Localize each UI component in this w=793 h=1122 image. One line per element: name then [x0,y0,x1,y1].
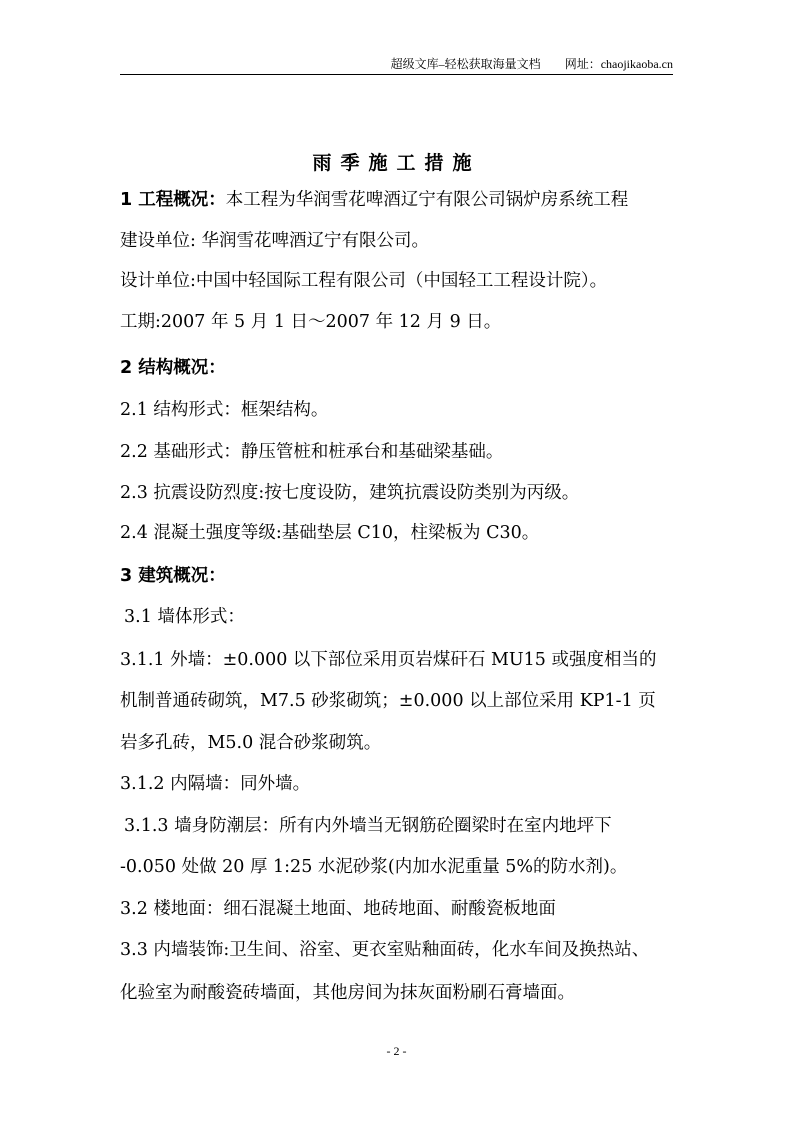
section-heading: 1 工程概况： [120,190,226,210]
section-heading: 2 结构概况： [120,358,226,378]
paragraph-line: 3.1.2 内隔墙：同外墙。 [120,774,311,794]
paragraph-line: 2.3 抗震设防烈度:按七度设防，建筑抗震设防类别为丙级。 [120,483,580,503]
paragraph-line: 工期:2007 年 5 月 1 日～2007 年 12 月 9 日。 [120,312,502,332]
paragraph-line: 2.4 混凝土强度等级:基础垫层 C10，柱梁板为 C30。 [120,523,540,543]
paragraph-line: -0.050 处做 20 厚 1:25 水泥砂浆(内加水泥重量 5%的防水剂)。 [120,857,628,877]
header-rule [120,74,673,75]
page-header [391,55,673,72]
paragraph-line: 岩多孔砖，M5.0 混合砂浆砌筑。 [120,733,382,753]
paragraph-line: 机制普通砖砌筑，M7.5 砂浆砌筑；±0.000 以上部位采用 KP1-1 页 [120,691,656,711]
paragraph-line [120,189,628,211]
paragraph-line: 设计单位:中国中轻国际工程有限公司（中国轻工工程设计院）。 [120,271,608,291]
page-title: 雨季施工措施 [312,152,481,174]
paragraph-line: 3.1.1 外墙：±0.000 以下部位采用页岩煤矸石 MU15 或强度相当的 [120,650,657,670]
line-text: 本工程为华润雪花啤酒辽宁有限公司锅炉房系统工程 [225,190,629,210]
paragraph-line: 化验室为耐酸瓷砖墙面，其他房间为抹灰面粉刷石膏墙面。 [120,983,575,1003]
paragraph-line: 3.2 楼地面：细石混凝土地面、地砖地面、耐酸瓷板地面 [120,899,556,919]
paragraph-line: 建设单位: 华润雪花啤酒辽宁有限公司。 [120,231,429,251]
header-site: 超级文库–轻松获取海量文档 [390,57,541,71]
paragraph-line: 2.2 基础形式：静压管桩和桩承台和基础梁基础。 [120,442,504,462]
paragraph-line: 2.1 结构形式：框架结构。 [120,400,329,420]
paragraph-line: 3.1.3 墙身防潮层：所有内外墙当无钢筋砼圈梁时在室内地坪下 [124,816,612,836]
page-number: - 2 - [386,1044,407,1058]
paragraph-line: 3.1 墙体形式： [124,607,245,627]
header-url: 网址：chaojikaoba.cn [564,57,673,71]
paragraph-line: 3.3 内墙装饰:卫生间、浴室、更衣室贴釉面砖，化水车间及换热站、 [120,940,650,960]
section-heading: 3 建筑概况： [120,566,226,586]
